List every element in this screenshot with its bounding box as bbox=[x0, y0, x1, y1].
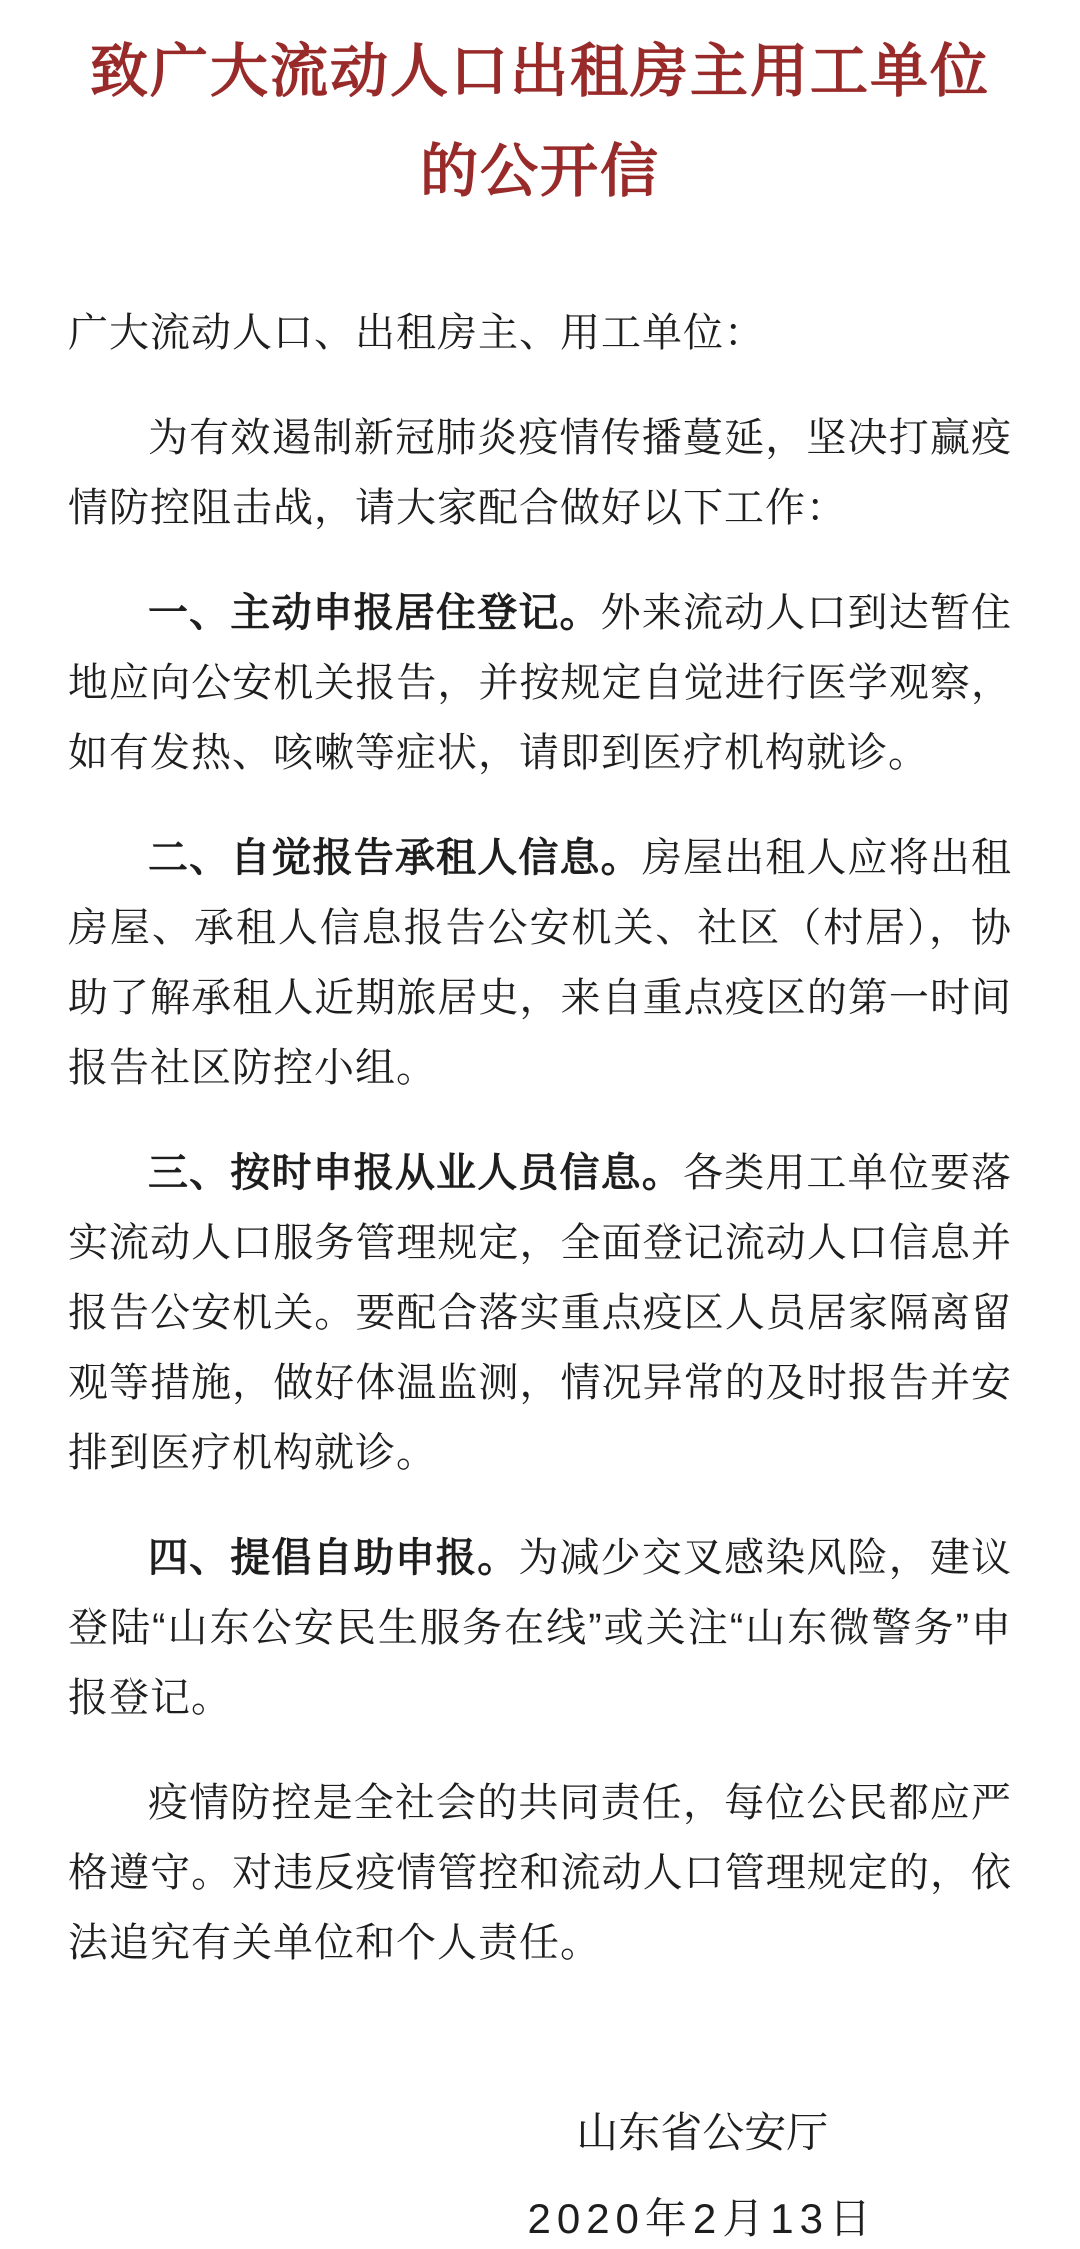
signature-date: 2020年2月13日 bbox=[527, 2195, 877, 2242]
signature-block bbox=[527, 2090, 877, 2249]
item-lead-2: 二、自觉报告承租人信息。 bbox=[148, 836, 642, 880]
item-paragraph-4 bbox=[68, 1523, 1012, 1733]
salutation: 广大流动人口、出租房主、用工单位： bbox=[68, 311, 765, 355]
intro-paragraph: 为有效遏制新冠肺炎疫情传播蔓延，坚决打赢疫情防控阻击战，请大家配合做好以下工作： bbox=[68, 416, 1012, 530]
item-lead-4: 四、提倡自助申报。 bbox=[148, 1536, 519, 1580]
item-body-4: 为减少交叉感染风险，建议登陆“山东公安民生服务在线”或关注“山东微警务”申报登记。 bbox=[68, 1536, 1013, 1720]
letter-title bbox=[60, 22, 1020, 222]
item-lead-3: 三、按时申报从业人员信息。 bbox=[148, 1151, 683, 1195]
item-paragraph-3 bbox=[68, 1138, 1012, 1488]
item-body-1: 外来流动人口到达暂住地应向公安机关报告，并按规定自觉进行医学观察，如有发热、咳嗽等症状，请即到医疗机构就诊。 bbox=[68, 591, 1013, 775]
letter-title-line1: 致广大流动人口出租房主用工单位 bbox=[89, 39, 990, 104]
signature-organization: 山东省公安厅 bbox=[576, 2109, 829, 2156]
item-paragraph-1 bbox=[68, 578, 1012, 788]
closing-paragraph: 疫情防控是全社会的共同责任，每位公民都应严格遵守。对违反疫情管控和流动人口管理规定的，依法追究有关单位和个人责任。 bbox=[68, 1781, 1012, 1965]
letter-body bbox=[0, 298, 1080, 2249]
item-body-3: 各类用工单位要落实流动人口服务管理规定，全面登记流动人口信息并报告公安机关。要配合落实重点疫区人员居家隔离留观等措施，做好体温监测，情况异常的及时报告并安排到医疗机构就诊。 bbox=[68, 1151, 1013, 1475]
item-body-2: 房屋出租人应将出租房屋、承租人信息报告公安机关、社区（村居），协助了解承租人近期旅居史，来自重点疫区的第一时间报告社区防控小组。 bbox=[68, 836, 1013, 1090]
item-lead-1: 一、主动申报居住登记。 bbox=[148, 591, 601, 635]
letter-title-line2: 的公开信 bbox=[419, 139, 660, 204]
item-paragraph-2 bbox=[68, 823, 1012, 1103]
